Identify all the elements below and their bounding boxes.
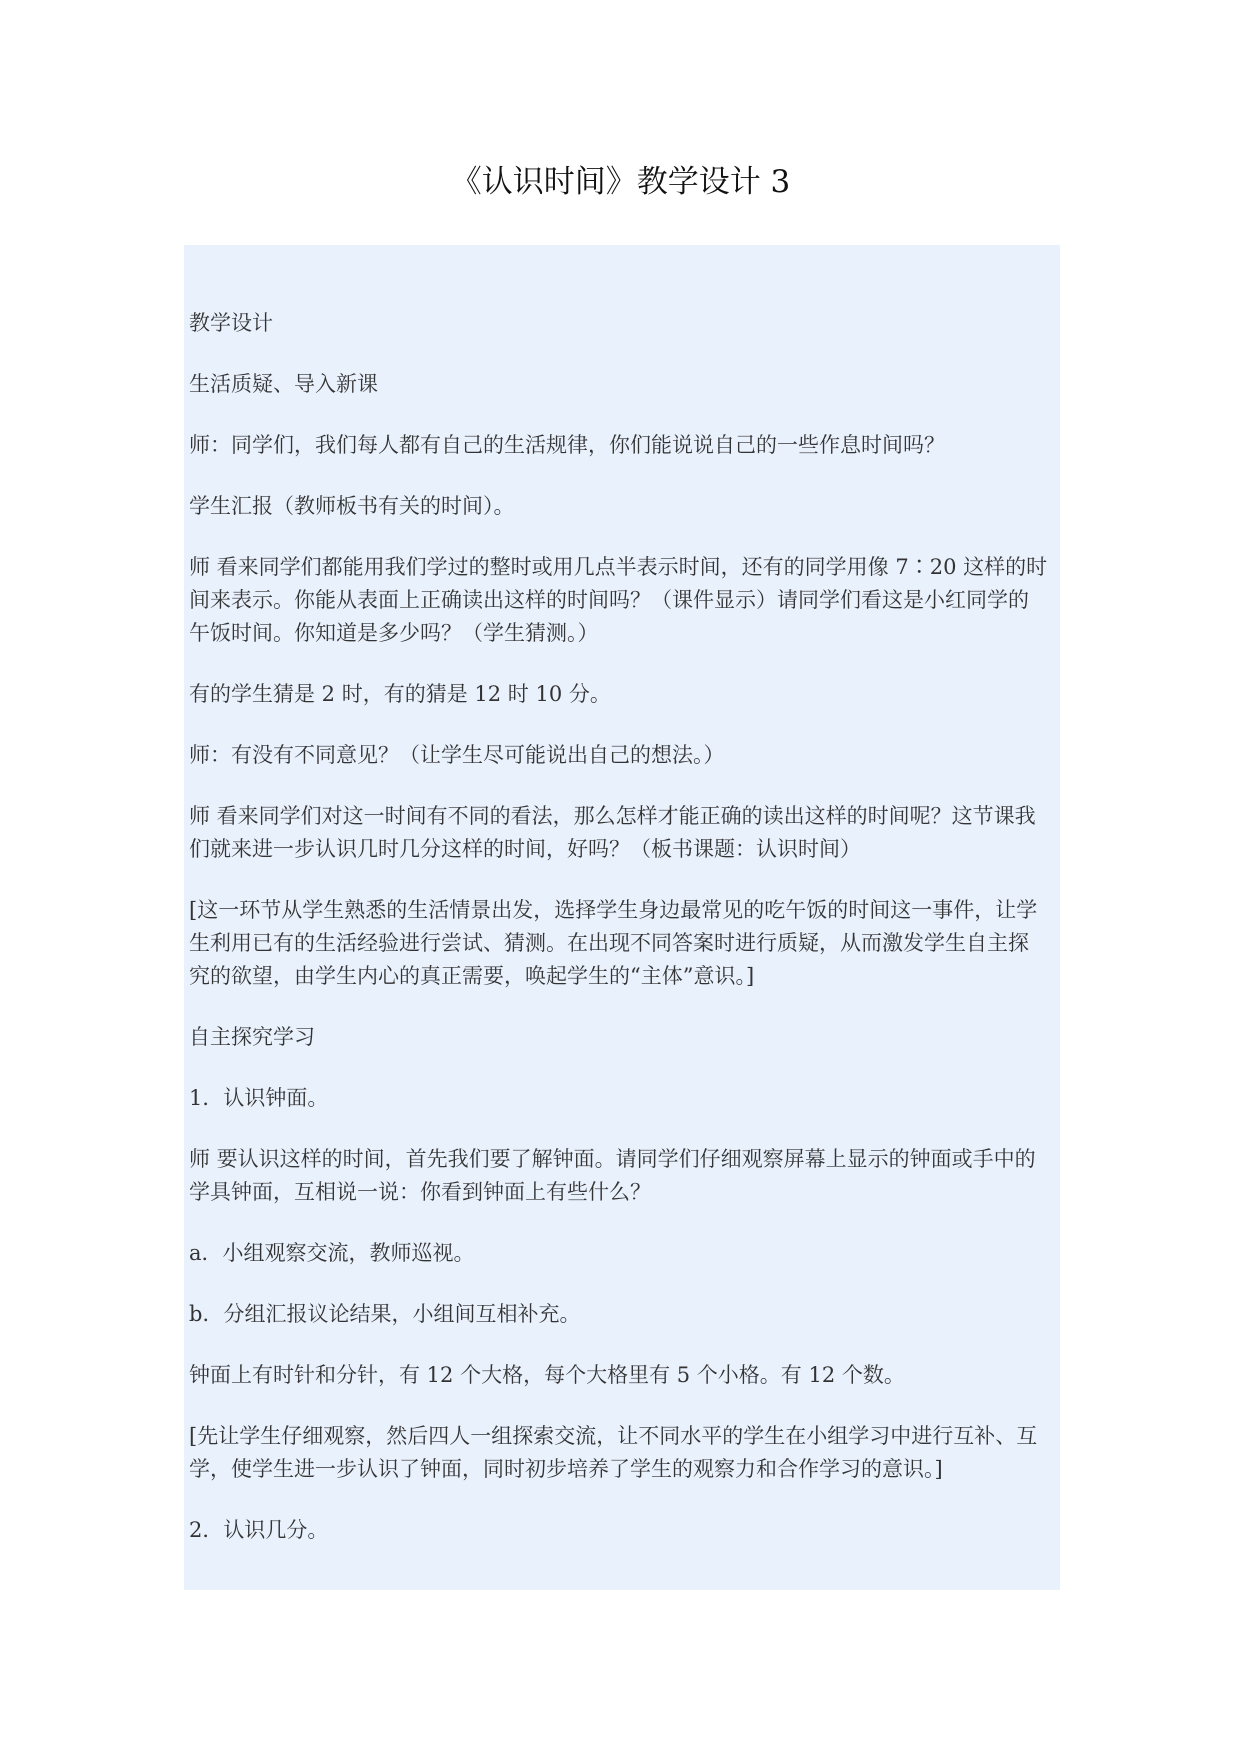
paragraph-clock-description: 钟面上有时针和分针，有 12 个大格，每个大格里有 5 个小格。有 12 个数。 <box>189 1363 905 1387</box>
paragraph-teacher-reading-time: 师 看来同学们都能用我们学过的整时或用几点半表示时间，还有的同学用像 7∶20 这样的时间来表示。你能从表面上正确读出这样的时间吗？（课件显示）请同学们看这是小红同学的午饭时间。你知道是多少吗？（学生猜测。） <box>189 555 1048 645</box>
paragraph-student-guesses: 有的学生猜是 2 时，有的猜是 12 时 10 分。 <box>189 682 611 706</box>
paragraph-design-note-2: [先让学生仔细观察，然后四人一组探索交流，让不同水平的学生在小组学习中进行互补、互学，使学生进一步认识了钟面，同时初步培养了学生的观察力和合作学习的意识。] <box>189 1424 1038 1481</box>
list-item-a: a．小组观察交流，教师巡视。 <box>189 1241 475 1265</box>
section-heading-intro: 生活质疑、导入新课 <box>189 372 378 396</box>
document-title: 《认识时间》教学设计 3 <box>450 164 791 200</box>
paragraph-teacher-topic: 师 看来同学们对这一时间有不同的看法，那么怎样才能正确的读出这样的时间呢？这节课我们就来进一步认识几时几分这样的时间，好吗？（板书课题：认识时间） <box>189 804 1036 861</box>
lesson-content-panel <box>184 245 1060 1590</box>
paragraph-design-note-1: [这一环节从学生熟悉的生活情景出发，选择学生身边最常见的吃午饭的时间这一事件，让学生利用已有的生活经验进行尝试、猜测。在出现不同答案时进行质疑，从而激发学生自主探究的欲望，由学生内心的真正需要，唤起学生的“主体”意识。] <box>189 898 1038 988</box>
paragraph-student-report: 学生汇报（教师板书有关的时间）。 <box>189 494 515 518</box>
paragraph-teacher-question: 师：同学们，我们每人都有自己的生活规律，你们能说说自己的一些作息时间吗？ <box>189 433 945 457</box>
list-item-b: b．分组汇报议论结果，小组间互相补充。 <box>189 1302 581 1326</box>
section-heading-teaching-design: 教学设计 <box>189 311 273 335</box>
paragraph-teacher-clock-face: 师 要认识这样的时间，首先我们要了解钟面。请同学们仔细观察屏幕上显示的钟面或手中的学具钟面，互相说一说：你看到钟面上有些什么？ <box>189 1147 1036 1204</box>
step-1-heading: 1．认识钟面。 <box>189 1086 329 1110</box>
step-2-heading: 2．认识几分。 <box>189 1518 329 1542</box>
section-heading-self-study: 自主探究学习 <box>189 1025 315 1049</box>
paragraph-teacher-opinions: 师：有没有不同意见？（让学生尽可能说出自己的想法。） <box>189 743 725 767</box>
